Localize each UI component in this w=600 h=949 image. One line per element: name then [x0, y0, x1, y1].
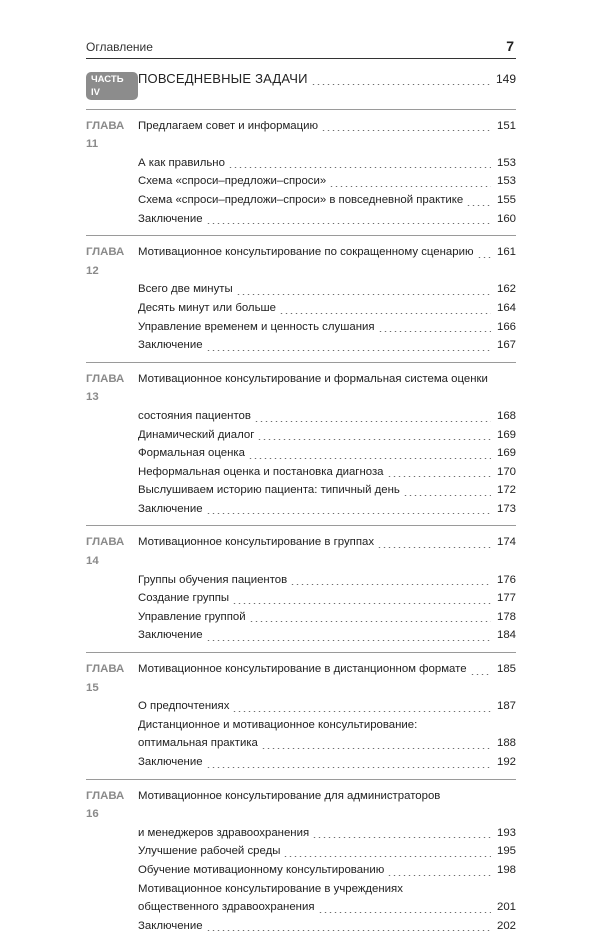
- chapter-block: [86, 533, 516, 653]
- section-title: Создание группы: [138, 592, 230, 605]
- section-row-cont[interactable]: [86, 898, 516, 917]
- section-row[interactable]: [86, 172, 516, 191]
- running-header: [86, 40, 516, 59]
- section-page: 153: [496, 156, 516, 169]
- chapter-row[interactable]: [86, 787, 516, 824]
- leader-dots: [206, 767, 491, 768]
- section-page: 202: [496, 919, 516, 932]
- section-row[interactable]: [86, 318, 516, 337]
- leader-dots: [206, 223, 491, 224]
- section-title-line1: Дистанционное и мотивационное консультирование:: [138, 718, 418, 731]
- section-page: 184: [496, 629, 516, 642]
- section-title: Заключение: [138, 919, 203, 932]
- section-title: Управление группой: [138, 610, 246, 623]
- section-title: Схема «спроси–предложи–спроси» в повседневной практике: [138, 193, 464, 206]
- section-page: 164: [496, 301, 516, 314]
- section-row[interactable]: [86, 697, 516, 716]
- leader-dots: [311, 84, 491, 85]
- section-row[interactable]: [86, 444, 516, 463]
- section-row[interactable]: [86, 571, 516, 590]
- leader-dots: [477, 257, 492, 258]
- chapter-label: ГЛАВА 11: [86, 119, 125, 151]
- table-of-contents: [86, 70, 516, 949]
- section-row-cont[interactable]: [86, 734, 516, 753]
- section-title: Выслушиваем историю пациента: типичный день: [138, 484, 400, 497]
- section-row[interactable]: [86, 608, 516, 627]
- section-title: Неформальная оценка и постановка диагноза: [138, 465, 384, 478]
- section-row[interactable]: [86, 299, 516, 318]
- section-page: 177: [496, 592, 516, 605]
- leader-dots: [403, 495, 491, 496]
- leader-dots: [470, 674, 491, 675]
- chapter-title-line2: и менеджеров здравоохранения: [138, 826, 310, 839]
- section-title-line2: оптимальная практика: [138, 737, 258, 750]
- section-page: 169: [496, 447, 516, 460]
- section-row[interactable]: [86, 463, 516, 482]
- chapter-title: Предлагаем совет и информацию: [138, 119, 319, 132]
- leader-dots: [254, 421, 491, 422]
- chapter-block: [86, 787, 516, 943]
- chapter-block: [86, 660, 516, 780]
- chapter-title: Мотивационное консультирование в дистанционном формате: [138, 663, 467, 676]
- page-number: 7: [506, 38, 514, 54]
- section-page: 187: [496, 700, 516, 713]
- section-page: 173: [496, 502, 516, 515]
- part-title: ПОВСЕДНЕВНЫЕ ЗАДАЧИ: [138, 71, 308, 86]
- section-row[interactable]: [86, 191, 516, 210]
- chapter-page: 151: [496, 119, 516, 132]
- section-page: 195: [496, 845, 516, 858]
- leader-dots: [387, 476, 491, 477]
- chapter-label: ГЛАВА 15: [86, 663, 125, 694]
- chapter-row-cont[interactable]: [86, 407, 516, 426]
- section-page: 198: [496, 863, 516, 876]
- leader-dots: [236, 294, 491, 295]
- chapter-label: ГЛАВА 16: [86, 789, 125, 821]
- leader-dots: [283, 856, 491, 857]
- leader-dots: [206, 930, 491, 931]
- chapter-title-line1: Мотивационное консультирование и формальная система оценки: [138, 372, 488, 385]
- section-row[interactable]: [86, 626, 516, 645]
- chapter-block: [86, 243, 516, 363]
- chapter-title: Мотивационное консультирование в группах: [138, 536, 375, 549]
- section-title: О предпочтениях: [138, 700, 230, 713]
- section-title: Заключение: [138, 756, 203, 768]
- section-title: Всего две минуты: [138, 283, 233, 296]
- chapter-label: ГЛАВА 13: [86, 372, 125, 404]
- chapter-page: 161: [496, 246, 516, 259]
- section-title: Схема «спроси–предложи–спроси»: [138, 175, 327, 188]
- section-row[interactable]: [86, 880, 516, 899]
- section-row[interactable]: [86, 336, 516, 355]
- leader-dots: [249, 621, 491, 622]
- section-page: 167: [496, 339, 516, 352]
- section-row[interactable]: [86, 753, 516, 772]
- section-row[interactable]: [86, 154, 516, 173]
- leader-dots: [248, 458, 491, 459]
- section-title: Формальная оценка: [138, 447, 245, 460]
- section-page: 176: [496, 573, 516, 586]
- chapter-title: Мотивационное консультирование по сокращенному сценарию: [138, 246, 474, 259]
- section-page: 201: [496, 901, 516, 914]
- section-title: Заключение: [138, 212, 203, 225]
- chapter-block: [86, 370, 516, 527]
- section-title: Группы обучения пациентов: [138, 573, 288, 586]
- section-row[interactable]: [86, 842, 516, 861]
- section-page: 155: [496, 193, 516, 206]
- section-row[interactable]: [86, 280, 516, 299]
- leader-dots: [318, 912, 492, 913]
- section-title: Улучшение рабочей среды: [138, 845, 281, 858]
- header-title: Оглавление: [86, 40, 153, 54]
- section-row[interactable]: [86, 426, 516, 445]
- chapter-page: 168: [496, 409, 516, 422]
- chapter-row[interactable]: [86, 660, 516, 697]
- leader-dots: [312, 837, 491, 838]
- section-title: Заключение: [138, 502, 203, 515]
- section-page: 166: [496, 320, 516, 333]
- chapter-row[interactable]: [86, 243, 516, 280]
- section-title: Динамический диалог: [138, 428, 255, 441]
- part-row[interactable]: [86, 70, 516, 102]
- chapter-title-line1: Мотивационное консультирование для администраторов: [138, 789, 441, 802]
- section-page: 172: [496, 484, 516, 497]
- section-row[interactable]: [86, 481, 516, 500]
- section-title: Десять минут или больше: [138, 301, 276, 314]
- section-row[interactable]: [86, 210, 516, 229]
- chapter-label: ГЛАВА 12: [86, 246, 125, 277]
- leader-dots: [232, 603, 491, 604]
- section-title: Обучение мотивационному консультированию: [138, 863, 385, 876]
- section-row[interactable]: [86, 589, 516, 608]
- chapter-title-line2: состояния пациентов: [138, 409, 251, 422]
- leader-dots: [290, 584, 491, 585]
- section-page: 192: [496, 756, 516, 768]
- section-row[interactable]: [86, 917, 516, 936]
- section-title: Заключение: [138, 629, 203, 642]
- section-row[interactable]: [86, 716, 516, 735]
- leader-dots: [378, 331, 491, 332]
- section-title: Заключение: [138, 339, 203, 352]
- section-page: 162: [496, 283, 516, 296]
- chapter-row-cont[interactable]: [86, 824, 516, 843]
- leader-dots: [232, 711, 491, 712]
- leader-dots: [279, 313, 491, 314]
- chapter-row[interactable]: [86, 117, 516, 154]
- leader-dots: [377, 547, 491, 548]
- section-row[interactable]: [86, 861, 516, 880]
- leader-dots: [466, 205, 491, 206]
- chapter-page: 193: [496, 826, 516, 839]
- leader-dots: [206, 513, 491, 514]
- section-title: А как правильно: [138, 156, 225, 169]
- section-title: Управление временем и ценность слушания: [138, 320, 375, 333]
- section-page: 160: [496, 212, 516, 225]
- leader-dots: [261, 748, 491, 749]
- leader-dots: [206, 640, 491, 641]
- leader-dots: [321, 130, 491, 131]
- leader-dots: [257, 439, 491, 440]
- chapter-page: 185: [496, 663, 516, 676]
- part-page: 149: [495, 72, 516, 86]
- leader-dots: [387, 875, 491, 876]
- leader-dots: [206, 350, 491, 351]
- section-page: 153: [496, 175, 516, 188]
- section-page: 178: [496, 610, 516, 623]
- section-page: 188: [496, 737, 516, 750]
- leader-dots: [228, 167, 491, 168]
- section-title-line1: Мотивационное консультирование в учреждениях: [138, 882, 403, 895]
- section-page: 170: [496, 465, 516, 478]
- section-title-line2: общественного здравоохранения: [138, 901, 315, 914]
- part-badge: ЧАСТЬ IV: [86, 72, 138, 100]
- chapter-row[interactable]: [86, 533, 516, 570]
- section-row[interactable]: [86, 500, 516, 519]
- leader-dots: [329, 186, 491, 187]
- chapter-label: ГЛАВА 14: [86, 536, 125, 568]
- section-page: 169: [496, 428, 516, 441]
- chapter-block: [86, 117, 516, 237]
- chapter-page: 174: [496, 536, 516, 549]
- part-block: [86, 70, 516, 110]
- chapter-row[interactable]: [86, 370, 516, 407]
